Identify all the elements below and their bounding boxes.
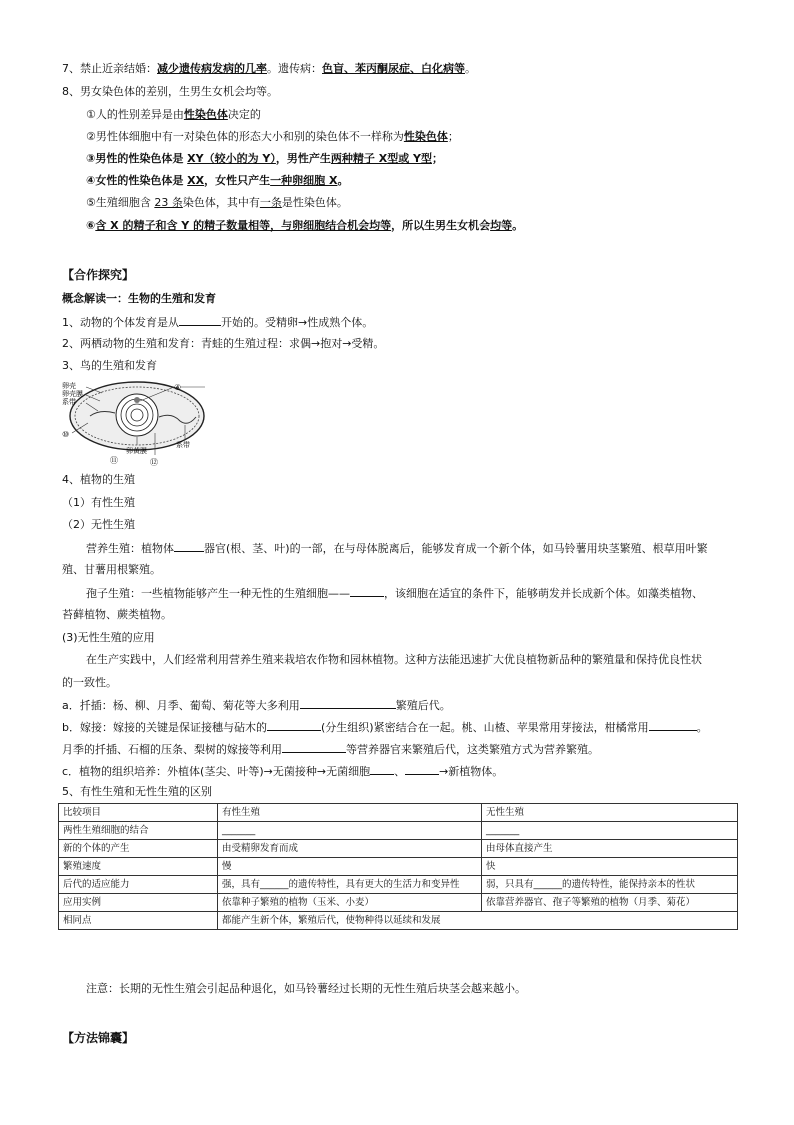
table-row [59, 912, 738, 930]
table-row [59, 822, 738, 840]
table-row [59, 858, 738, 876]
fill-blank[interactable] [300, 698, 396, 709]
sub-item-1: ①人的性别差异是由性染色体决定的 [86, 108, 261, 121]
table-header-cell: 有性生殖 [218, 804, 482, 822]
table-cell: _______ [482, 822, 738, 840]
table-cell: 新的个体的产生 [59, 840, 218, 858]
grafting-line: b．嫁接：嫁接的关键是保证接穗与砧木的 (分生组织)紧密结合在一起。桃、山楂、苹果常用芽接法，柑橘常用 。 [62, 721, 708, 734]
fill-blank[interactable] [179, 315, 221, 326]
bird-egg-diagram [60, 377, 220, 469]
table-cell: 两性生殖细胞的结合 [59, 822, 218, 840]
tissue-culture-line: c．植物的组织培养：外植体(茎尖、叶等)→无菌接种→无菌细胞 、 →新植物体。 [62, 765, 504, 778]
table-cell: 后代的适应能力 [59, 876, 218, 894]
table-cell: 慢 [218, 858, 482, 876]
table-row [59, 840, 738, 858]
fill-blank[interactable] [267, 720, 321, 731]
egg-label: 卵壳 [62, 382, 76, 390]
fill-blank[interactable] [405, 764, 439, 775]
egg-label: 卵黄膜 [126, 447, 147, 455]
section-heading-cooperative: 【合作探究】 [62, 268, 135, 282]
spore-line-1: 孢子生殖：一些植物能够产生一种无性的生殖细胞—— ，该细胞在适宜的条件下，能够萌发并长成新个体。如藻类植物、 [86, 587, 703, 600]
section-heading-method: 【方法锦囊】 [62, 1031, 135, 1045]
table-cell: 弱，只具有______的遗传特性，能保持亲本的性状 [482, 876, 738, 894]
sub-item-4: ④女性的性染色体是 XX，女性只产生一种卵细胞 X。 [86, 174, 349, 187]
fill-blank[interactable] [282, 742, 346, 753]
application-paragraph-2: 的一致性。 [62, 676, 117, 689]
table-header-row [59, 804, 738, 822]
question-4: 4、植物的生殖 [62, 473, 135, 486]
question-3: 3、鸟的生殖和发育 [62, 359, 157, 372]
table-cell: 繁殖速度 [59, 858, 218, 876]
table-row [59, 876, 738, 894]
egg-marker: ⑪ [110, 456, 118, 465]
egg-label: 系带 [176, 441, 190, 449]
table-cell: 应用实例 [59, 894, 218, 912]
table-cell: 依靠种子繁殖的植物（玉米、小麦） [218, 894, 482, 912]
egg-marker: ⑩ [62, 430, 70, 439]
table-row [59, 894, 738, 912]
fill-blank[interactable] [350, 586, 384, 597]
table-cell: 强，具有______的遗传特性，具有更大的生活力和变异性 [218, 876, 482, 894]
table-cell: 依靠营养器官、孢子等繁殖的植物（月季、菊花） [482, 894, 738, 912]
sub-item-6: ⑥含 X 的精子和含 Y 的精子数量相等，与卵细胞结合机会均等，所以生男生女机会均等。 [86, 219, 524, 232]
table-header-cell: 比较项目 [59, 804, 218, 822]
egg-marker: ⑫ [150, 458, 158, 467]
grafting-line-2: 月季的扦插、石榴的压条、梨树的嫁接等利用 等营养器官来繁殖后代，这类繁殖方式为营养繁殖。 [62, 743, 599, 756]
table-cell: 快 [482, 858, 738, 876]
egg-label: 卵壳膜 [62, 390, 83, 398]
table-cell: 都能产生新个体，繁殖后代，使物种得以延续和发展 [218, 912, 738, 930]
question-5: 5、有性生殖和无性生殖的区别 [62, 785, 212, 798]
note: 注意：长期的无性生殖会引起品种退化，如马铃薯经过长期的无性生殖后块茎会越来越小。 [86, 982, 526, 995]
egg-label: 系带 [62, 398, 76, 406]
fill-blank[interactable] [370, 764, 394, 775]
table-cell: 相同点 [59, 912, 218, 930]
asexual-reproduction-heading: （2）无性生殖 [62, 518, 135, 531]
question-2: 2、两栖动物的生殖和发育：青蛙的生殖过程：求偶→抱对→受精。 [62, 337, 385, 350]
application-paragraph-1: 在生产实践中，人们经常利用营养生殖来栽培农作物和园林植物。这种方法能迅速扩大优良植物新品种的繁殖量和保持优良性状 [86, 653, 702, 666]
table-cell: 由母体直接产生 [482, 840, 738, 858]
sub-item-5: ⑤生殖细胞含 23 条染色体，其中有一条是性染色体。 [86, 196, 348, 209]
egg-marker: ④ [174, 383, 182, 392]
spore-line-2: 苔藓植物、蕨类植物。 [62, 608, 172, 621]
sub-item-3: ③男性的性染色体是 XY（较小的为 Y），男性产生两种精子 X型或 Y型； [86, 152, 444, 165]
table-header-cell: 无性生殖 [482, 804, 738, 822]
table-cell: _______ [218, 822, 482, 840]
concept-title: 概念解读一：生物的生殖和发育 [62, 292, 216, 305]
sub-item-2: ②男性体细胞中有一对染色体的形态大小和别的染色体不一样称为性染色体； [86, 130, 459, 143]
comparison-table [58, 803, 738, 930]
question-1: 1、动物的个体发育是从 开始的。受精卵→性成熟个体。 [62, 316, 374, 329]
vegetative-line-2: 殖、甘薯用根繁殖。 [62, 563, 161, 576]
fill-blank[interactable] [174, 541, 204, 552]
table-cell: 由受精卵发育而成 [218, 840, 482, 858]
cutting-line: a．扦插：杨、柳、月季、葡萄、菊花等大多利用 繁殖后代。 [62, 699, 451, 712]
vegetative-line-1: 营养生殖：植物体 器官(根、茎、叶)的一部，在与母体脱离后，能够发育成一个新个体，如马铃薯用块茎繁殖、根草用叶繁 [86, 542, 708, 555]
sexual-reproduction-heading: （1）有性生殖 [62, 496, 135, 509]
germinal-disc [134, 397, 140, 403]
application-title: (3)无性生殖的应用 [62, 631, 155, 644]
fill-blank[interactable] [649, 720, 697, 731]
item-8: 8、男女染色体的差别，生男生女机会均等。 [62, 85, 278, 98]
item-7: 7、禁止近亲结婚：减少遗传病发病的几率。遗传病：色盲、苯丙酮尿症、白化病等。 [62, 62, 476, 75]
